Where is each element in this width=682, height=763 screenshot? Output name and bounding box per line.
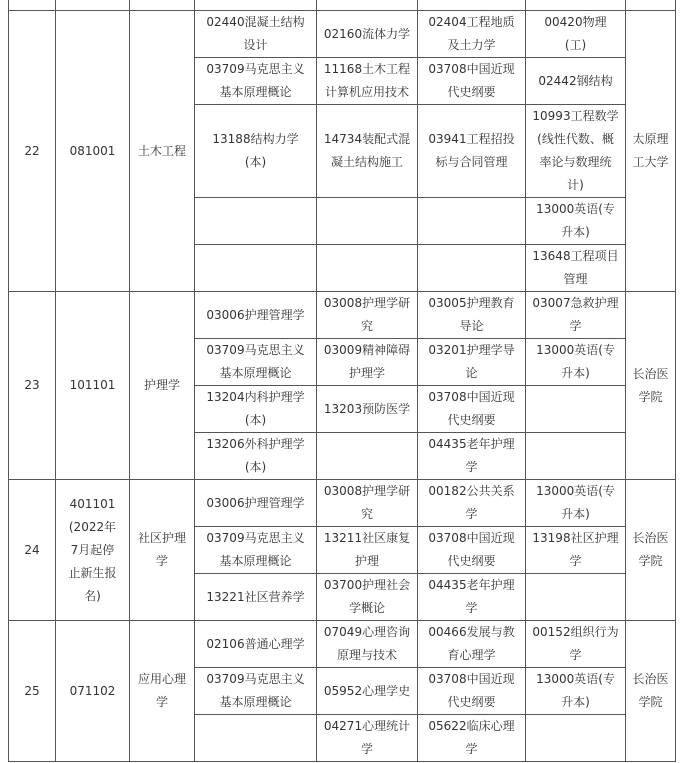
course-cell [526, 715, 626, 762]
course-cell: 02404工程地质 及土力学 [418, 11, 526, 58]
course-cell: 00152组织行为 学 [526, 621, 626, 668]
course-cell [317, 245, 418, 292]
course-cell: 03201护理学导 论 [418, 339, 526, 386]
course-cell [195, 245, 317, 292]
course-cell [195, 198, 317, 245]
course-cell: 03700护理社会 学概论 [317, 574, 418, 621]
row-number: 22 [9, 11, 56, 292]
course-cell: 13188结构力学 (本) [195, 105, 317, 198]
major-name: 护理学 [130, 292, 195, 480]
major-code: 071102 [56, 621, 130, 762]
table-cell [9, 0, 56, 11]
course-cell: 13206外科护理学 (本) [195, 433, 317, 480]
course-cell: 03709马克思主义 基本原理概论 [195, 58, 317, 105]
course-cell: 05952心理学史 [317, 668, 418, 715]
table-cell [626, 0, 676, 11]
major-code: 081001 [56, 11, 130, 292]
course-cell: 03709马克思主义 基本原理概论 [195, 668, 317, 715]
course-cell: 03709马克思主义 基本原理概论 [195, 339, 317, 386]
school-name: 长治医 学院 [626, 480, 676, 621]
row-number: 24 [9, 480, 56, 621]
table-row [9, 11, 676, 58]
exam-plan-table [8, 0, 676, 762]
course-cell: 03008护理学研 究 [317, 292, 418, 339]
course-cell: 02442钢结构 [526, 58, 626, 105]
course-cell: 13198社区护理 学 [526, 527, 626, 574]
course-cell [418, 198, 526, 245]
course-cell: 03005护理教育 导论 [418, 292, 526, 339]
course-cell: 03006护理管理学 [195, 480, 317, 527]
course-cell: 04435老年护理 学 [418, 433, 526, 480]
course-cell: 13000英语(专 升本) [526, 668, 626, 715]
row-number: 23 [9, 292, 56, 480]
major-code: 101101 [56, 292, 130, 480]
course-cell: 04435老年护理 学 [418, 574, 526, 621]
major-name: 应用心理 学 [130, 621, 195, 762]
course-cell: 13204内科护理学 (本) [195, 386, 317, 433]
row-number: 25 [9, 621, 56, 762]
course-cell: 03009精神障碍 护理学 [317, 339, 418, 386]
course-cell: 04271心理统计 学 [317, 715, 418, 762]
table-cell [418, 0, 526, 11]
course-cell: 07049心理咨询 原理与技术 [317, 621, 418, 668]
course-cell: 03006护理管理学 [195, 292, 317, 339]
course-cell: 03708中国近现 代史纲要 [418, 386, 526, 433]
course-cell: 02160流体力学 [317, 11, 418, 58]
table-cell [195, 0, 317, 11]
table-cell [317, 0, 418, 11]
course-cell: 03708中国近现 代史纲要 [418, 527, 526, 574]
course-cell: 03008护理学研 究 [317, 480, 418, 527]
table-cell [56, 0, 130, 11]
course-cell: 11168土木工程 计算机应用技术 [317, 58, 418, 105]
course-cell [526, 433, 626, 480]
course-cell: 02440混凝土结构 设计 [195, 11, 317, 58]
major-name: 土木工程 [130, 11, 195, 292]
course-cell [317, 433, 418, 480]
course-cell: 13221社区营养学 [195, 574, 317, 621]
course-cell: 03708中国近现 代史纲要 [418, 58, 526, 105]
course-cell: 14734装配式混 凝土结构施工 [317, 105, 418, 198]
course-cell: 13000英语(专 升本) [526, 198, 626, 245]
table-cell [526, 0, 626, 11]
course-cell: 10993工程数学 (线性代数、概 率论与数理统 计) [526, 105, 626, 198]
course-cell: 00466发展与教 育心理学 [418, 621, 526, 668]
school-name: 长治医 学院 [626, 292, 676, 480]
table-cell [130, 0, 195, 11]
course-cell: 00182公共关系 学 [418, 480, 526, 527]
school-name: 长治医 学院 [626, 621, 676, 762]
course-cell: 13000英语(专 升本) [526, 339, 626, 386]
course-cell: 13648工程项目 管理 [526, 245, 626, 292]
table-row [9, 621, 676, 668]
table-row-cut [9, 0, 676, 11]
course-cell [526, 386, 626, 433]
course-cell: 13211社区康复 护理 [317, 527, 418, 574]
course-cell [526, 574, 626, 621]
course-cell [195, 715, 317, 762]
table-row [9, 292, 676, 339]
course-cell: 00420物理 (工) [526, 11, 626, 58]
major-code: 401101 (2022年 7月起停 止新生报 名) [56, 480, 130, 621]
course-cell: 03708中国近现 代史纲要 [418, 668, 526, 715]
course-cell: 03007急救护理 学 [526, 292, 626, 339]
course-cell: 13203预防医学 [317, 386, 418, 433]
course-cell: 13000英语(专 升本) [526, 480, 626, 527]
course-cell [418, 245, 526, 292]
course-cell: 02106普通心理学 [195, 621, 317, 668]
course-cell [317, 198, 418, 245]
major-name: 社区护理 学 [130, 480, 195, 621]
table-row [9, 480, 676, 527]
course-cell: 03941工程招投 标与合同管理 [418, 105, 526, 198]
school-name: 太原理 工大学 [626, 11, 676, 292]
course-cell: 05622临床心理 学 [418, 715, 526, 762]
course-cell: 03709马克思主义 基本原理概论 [195, 527, 317, 574]
